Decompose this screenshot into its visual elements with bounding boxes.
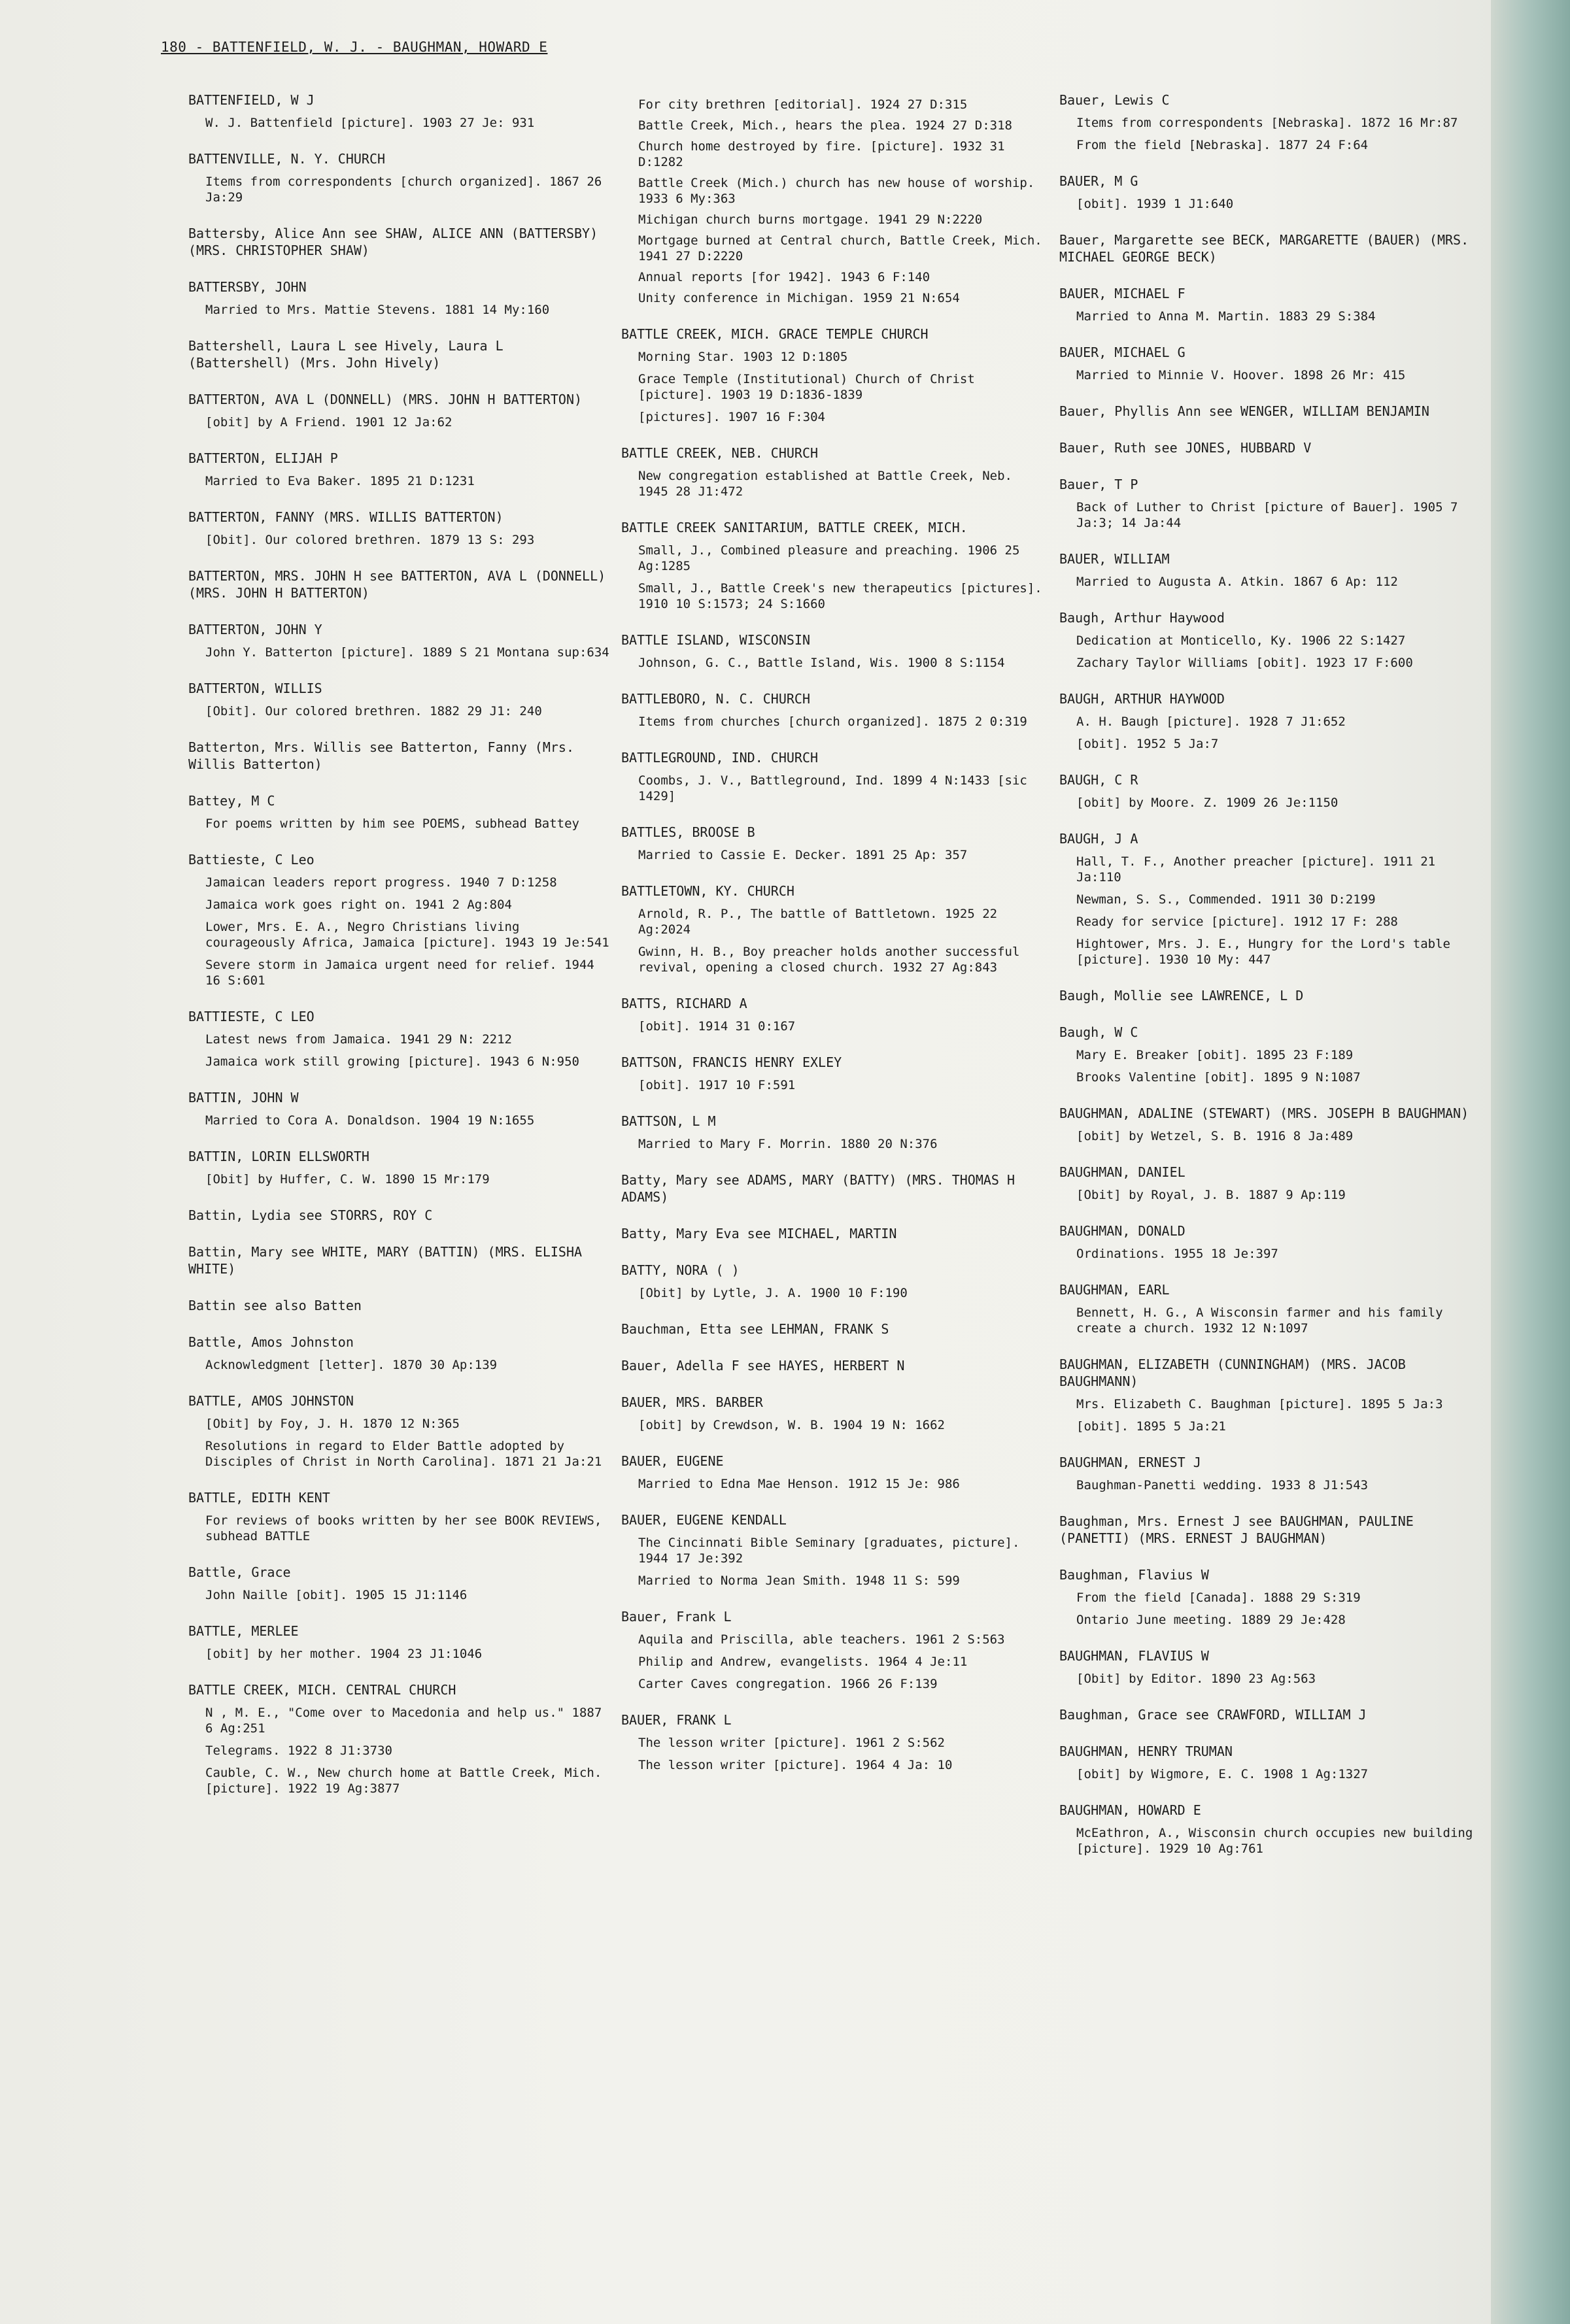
index-entry bbox=[188, 1392, 613, 1470]
entry-heading: BATTENFIELD, W J bbox=[188, 92, 315, 108]
column-2 bbox=[621, 92, 1046, 1793]
entry-heading: Bauchman, Etta see LEHMAN, FRANK S bbox=[621, 1321, 889, 1337]
index-entry bbox=[621, 1711, 1046, 1773]
entry-citation: Married to Mrs. Mattie Stevens. 1881 14 My:160 bbox=[205, 303, 550, 317]
entry-citation: Ordinations. 1955 18 Je:397 bbox=[1076, 1247, 1278, 1261]
entry-citation: Cauble, C. W., New church home at Battle Creek, Mich. [picture]. 1922 19 Ag:3877 bbox=[205, 1766, 602, 1796]
index-entry bbox=[1059, 439, 1484, 456]
index-entry bbox=[1059, 92, 1484, 153]
index-entry bbox=[1059, 830, 1484, 968]
entry-heading: Battey, M C bbox=[188, 793, 275, 809]
entry-heading: BAUGHMAN, EARL bbox=[1059, 1282, 1170, 1298]
index-entry bbox=[188, 1681, 613, 1796]
entry-citation: Ontario June meeting. 1889 29 Je:428 bbox=[1076, 1613, 1346, 1627]
index-entry bbox=[621, 1225, 1046, 1242]
index-entry bbox=[188, 739, 613, 773]
index-entry bbox=[1059, 609, 1484, 671]
index-entry bbox=[621, 1453, 1046, 1492]
entry-heading: Baugh, W C bbox=[1059, 1024, 1138, 1040]
entry-heading: BAUER, MRS. BARBER bbox=[621, 1394, 763, 1410]
entry-citation: [Obit]. Our colored brethren. 1882 29 J1: 240 bbox=[205, 704, 542, 718]
entry-heading: Baugh, Arthur Haywood bbox=[1059, 610, 1225, 626]
entry-citation: Acknowledgment [letter]. 1870 30 Ap:139 bbox=[205, 1358, 498, 1372]
entry-heading: BATTIESTE, C LEO bbox=[188, 1009, 315, 1024]
index-entry bbox=[188, 450, 613, 489]
entry-citation: [obit] by Wetzel, S. B. 1916 8 Ja:489 bbox=[1076, 1129, 1354, 1143]
entry-heading: Batty, Mary Eva see MICHAEL, MARTIN bbox=[621, 1226, 897, 1241]
entry-heading: BATTLEBORO, N. C. CHURCH bbox=[621, 691, 810, 707]
entry-citation: Bennett, H. G., A Wisconsin farmer and his family create a church. 1932 12 N:1097 bbox=[1076, 1305, 1443, 1336]
entry-citation: Hightower, Mrs. J. E., Hungry for the Lord's table [picture]. 1930 10 My: 447 bbox=[1076, 937, 1450, 967]
entry-citation: Battle Creek (Mich.) church has new house of worship. 1933 6 My:363 bbox=[638, 176, 1035, 206]
entry-citation: Aquila and Priscilla, able teachers. 1961 2 S:563 bbox=[638, 1632, 1005, 1647]
entry-citation: [Obit]. Our colored brethren. 1879 13 S: 293 bbox=[205, 533, 535, 547]
entry-heading: BATTLEGROUND, IND. CHURCH bbox=[621, 750, 819, 766]
entry-heading: Battle, Amos Johnston bbox=[188, 1334, 354, 1350]
entry-heading: Battin see also Batten bbox=[188, 1298, 362, 1313]
index-entry bbox=[621, 1357, 1046, 1374]
entry-citation: [obit] by Wigmore, E. C. 1908 1 Ag:1327 bbox=[1076, 1767, 1369, 1781]
entry-citation: From the field [Nebraska]. 1877 24 F:64 bbox=[1076, 138, 1369, 152]
entry-heading: BATTS, RICHARD A bbox=[621, 996, 747, 1011]
entry-citation: Philip and Andrew, evangelists. 1964 4 Je:11 bbox=[638, 1655, 968, 1669]
index-entry bbox=[1059, 1024, 1484, 1085]
entry-citation: Back of Luther to Christ [picture of Bauer]. 1905 7 Ja:3; 14 Ja:44 bbox=[1076, 500, 1458, 530]
entry-heading: BATTERTON, ELIJAH P bbox=[188, 450, 338, 466]
entry-heading: BATTLE, EDITH KENT bbox=[188, 1490, 330, 1506]
entry-citation: A. H. Baugh [picture]. 1928 7 J1:652 bbox=[1076, 715, 1346, 729]
index-entry bbox=[621, 1262, 1046, 1301]
index-entry bbox=[188, 1623, 613, 1662]
entry-citation: Married to Norma Jean Smith. 1948 11 S: 599 bbox=[638, 1574, 960, 1588]
entry-citation: For city brethren [editorial]. 1924 27 D:315 bbox=[638, 97, 968, 112]
index-entry bbox=[188, 1489, 613, 1544]
entry-citation: Small, J., Combined pleasure and preaching. 1906 25 Ag:1285 bbox=[638, 543, 1020, 573]
entry-citation: W. J. Battenfield [picture]. 1903 27 Je: 931 bbox=[205, 116, 535, 130]
entry-heading: Bauer, Lewis C bbox=[1059, 92, 1170, 108]
entry-heading: BAUGHMAN, DONALD bbox=[1059, 1223, 1186, 1239]
entry-citation: [obit] by A Friend. 1901 12 Ja:62 bbox=[205, 415, 452, 429]
entry-heading: Bauer, Margarette see BECK, MARGARETTE (BAUER) (MRS. MICHAEL GEORGE BECK) bbox=[1059, 232, 1469, 265]
index-entry bbox=[188, 225, 613, 259]
entry-heading: BAUER, MICHAEL F bbox=[1059, 286, 1186, 301]
entry-heading: Baughman, Flavius W bbox=[1059, 1567, 1209, 1583]
index-entry bbox=[621, 995, 1046, 1034]
entry-heading: Bauer, Phyllis Ann see WENGER, WILLIAM BENJAMIN bbox=[1059, 403, 1429, 419]
index-entry bbox=[621, 824, 1046, 863]
entry-citation: Latest news from Jamaica. 1941 29 N: 2212 bbox=[205, 1032, 512, 1047]
index-entry bbox=[621, 1394, 1046, 1433]
entry-citation: Married to Anna M. Martin. 1883 29 S:384 bbox=[1076, 309, 1376, 324]
entry-citation: Grace Temple (Institutional) Church of Christ [picture]. 1903 19 D:1836-1839 bbox=[638, 372, 975, 402]
entry-citation: John Naille [obit]. 1905 15 J1:1146 bbox=[205, 1588, 468, 1602]
entry-citation: Mortgage burned at Central church, Battle Creek, Mich. 1941 27 D:2220 bbox=[638, 233, 1042, 263]
index-entry bbox=[621, 1113, 1046, 1152]
entry-heading: BATTLES, BROOSE B bbox=[621, 824, 755, 840]
index-entry bbox=[1059, 403, 1484, 420]
entry-heading: BAUGHMAN, FLAVIUS W bbox=[1059, 1648, 1209, 1664]
entry-citation: [obit]. 1939 1 J1:640 bbox=[1076, 197, 1234, 211]
index-entry bbox=[188, 621, 613, 660]
entry-citation: [obit]. 1952 5 Ja:7 bbox=[1076, 737, 1219, 751]
entry-heading: BAUER, EUGENE KENDALL bbox=[621, 1512, 787, 1528]
entry-heading: Bauer, Ruth see JONES, HUBBARD V bbox=[1059, 440, 1312, 456]
entry-heading: Bauer, T P bbox=[1059, 477, 1138, 492]
index-entry bbox=[188, 1297, 613, 1314]
entry-heading: Battershell, Laura L see Hively, Laura L (Battershell) (Mrs. John Hively) bbox=[188, 338, 503, 371]
entry-citation: Married to Mary F. Morrin. 1880 20 N:376 bbox=[638, 1137, 938, 1151]
entry-heading: BAUER, MICHAEL G bbox=[1059, 345, 1186, 360]
index-entry bbox=[188, 1564, 613, 1603]
column-3 bbox=[1059, 92, 1484, 1876]
index-entry bbox=[188, 92, 613, 131]
entry-heading: Baugh, Mollie see LAWRENCE, L D bbox=[1059, 988, 1304, 1003]
index-entry bbox=[188, 792, 613, 832]
entry-citation: Small, J., Battle Creek's new therapeutics [pictures]. 1910 10 S:1573; 24 S:1660 bbox=[638, 581, 1042, 611]
entry-citation: Married to Minnie V. Hoover. 1898 26 Mr: 415 bbox=[1076, 368, 1406, 382]
index-entry bbox=[621, 326, 1046, 425]
entry-heading: BATTLE, MERLEE bbox=[188, 1623, 299, 1639]
entry-heading: BAUGHMAN, HOWARD E bbox=[1059, 1802, 1201, 1818]
entry-heading: Batty, Mary see ADAMS, MARY (BATTY) (MRS. THOMAS H ADAMS) bbox=[621, 1172, 1015, 1205]
entry-citation: Hall, T. F., Another preacher [picture]. 1911 21 Ja:110 bbox=[1076, 854, 1436, 884]
entry-heading: Batterton, Mrs. Willis see Batterton, Fanny (Mrs. Willis Batterton) bbox=[188, 739, 575, 772]
index-entry bbox=[621, 749, 1046, 804]
entry-heading: BAUGHMAN, ERNEST J bbox=[1059, 1455, 1201, 1470]
entry-citation: McEathron, A., Wisconsin church occupies new building [picture]. 1929 10 Ag:761 bbox=[1076, 1826, 1473, 1856]
entry-citation: [obit]. 1917 10 F:591 bbox=[638, 1078, 796, 1092]
entry-citation: [obit] by her mother. 1904 23 J1:1046 bbox=[205, 1647, 483, 1661]
entry-citation: [Obit] by Huffer, C. W. 1890 15 Mr:179 bbox=[205, 1172, 490, 1187]
entry-heading: Bauer, Adella F see HAYES, HERBERT N bbox=[621, 1358, 905, 1373]
entry-citation: Married to Cassie E. Decker. 1891 25 Ap: 357 bbox=[638, 848, 968, 862]
entry-citation: Michigan church burns mortgage. 1941 29 N:2220 bbox=[638, 212, 983, 227]
entry-citation: [Obit] by Foy, J. H. 1870 12 N:365 bbox=[205, 1417, 460, 1431]
entry-heading: BATTSON, L M bbox=[621, 1113, 716, 1129]
entry-heading: Baughman, Mrs. Ernest J see BAUGHMAN, PAULINE (PANETTI) (MRS. ERNEST J BAUGHMAN) bbox=[1059, 1513, 1414, 1546]
entry-citation: [Obit] by Royal, J. B. 1887 9 Ap:119 bbox=[1076, 1188, 1346, 1202]
entry-heading: BAUGHMAN, ADALINE (STEWART) (MRS. JOSEPH B BAUGHMAN) bbox=[1059, 1105, 1469, 1121]
index-entry bbox=[621, 1054, 1046, 1093]
entry-heading: BAUER, M G bbox=[1059, 173, 1138, 189]
entry-heading: BATTERTON, MRS. JOHN H see BATTERTON, AVA L (DONNELL) (MRS. JOHN H BATTERTON) bbox=[188, 568, 606, 601]
index-entry bbox=[621, 1171, 1046, 1205]
entry-heading: Baughman, Grace see CRAWFORD, WILLIAM J bbox=[1059, 1707, 1367, 1723]
index-entry bbox=[188, 1334, 613, 1373]
entry-citation: Annual reports [for 1942]. 1943 6 F:140 bbox=[638, 270, 930, 284]
column-1 bbox=[188, 92, 613, 1816]
entry-heading: BAUER, EUGENE bbox=[621, 1453, 724, 1469]
index-entry bbox=[1059, 1222, 1484, 1262]
entry-heading: BATTERTON, FANNY (MRS. WILLIS BATTERTON) bbox=[188, 509, 503, 525]
entry-heading: BATTERTON, JOHN Y bbox=[188, 622, 322, 637]
index-entry bbox=[188, 680, 613, 719]
entry-citation: Morning Star. 1903 12 D:1805 bbox=[638, 350, 848, 364]
entry-citation: Telegrams. 1922 8 J1:3730 bbox=[205, 1743, 392, 1758]
entry-heading: Battle, Grace bbox=[188, 1564, 291, 1580]
page-edge bbox=[1491, 0, 1570, 2324]
entry-citation: Married to Cora A. Donaldson. 1904 19 N:1655 bbox=[205, 1113, 535, 1128]
entry-citation: Jamaica work still growing [picture]. 1943 6 N:950 bbox=[205, 1054, 579, 1069]
entry-citation: Zachary Taylor Williams [obit]. 1923 17 F:600 bbox=[1076, 656, 1413, 670]
entry-heading: BATTLE CREEK, NEB. CHURCH bbox=[621, 445, 819, 461]
entry-citation: Baughman-Panetti wedding. 1933 8 J1:543 bbox=[1076, 1478, 1369, 1492]
entry-citation: Married to Eva Baker. 1895 21 D:1231 bbox=[205, 474, 475, 488]
index-entry bbox=[1059, 1454, 1484, 1493]
index-entry bbox=[188, 1089, 613, 1128]
index-entry bbox=[621, 1321, 1046, 1338]
entry-citation: Dedication at Monticello, Ky. 1906 22 S:1427 bbox=[1076, 633, 1406, 648]
entry-heading: BATTLE CREEK, MICH. GRACE TEMPLE CHURCH bbox=[621, 326, 929, 342]
entry-citation: Coombs, J. V., Battleground, Ind. 1899 4 N:1433 [sic 1429] bbox=[638, 773, 1027, 803]
entry-heading: Battieste, C Leo bbox=[188, 852, 315, 867]
index-entry bbox=[188, 337, 613, 371]
entry-citation: Unity conference in Michigan. 1959 21 N:654 bbox=[638, 291, 960, 305]
index-entry bbox=[188, 1207, 613, 1224]
entry-heading: BAUGH, C R bbox=[1059, 772, 1138, 788]
index-entry bbox=[1059, 1105, 1484, 1144]
entry-heading: BATTSON, FRANCIS HENRY EXLEY bbox=[621, 1054, 842, 1070]
index-entry bbox=[1059, 1743, 1484, 1782]
index-entry bbox=[621, 1511, 1046, 1589]
entry-citation: [pictures]. 1907 16 F:304 bbox=[638, 410, 825, 424]
index-entry bbox=[188, 278, 613, 318]
entry-citation: Items from correspondents [Nebraska]. 1872 16 Mr:87 bbox=[1076, 116, 1458, 130]
entry-citation: The Cincinnati Bible Seminary [graduates, picture]. 1944 17 Je:392 bbox=[638, 1536, 1020, 1566]
entry-heading: BATTERSBY, JOHN bbox=[188, 279, 307, 295]
index-entry bbox=[1059, 1647, 1484, 1687]
index-entry bbox=[188, 567, 613, 601]
entry-heading: BATTLE ISLAND, WISCONSIN bbox=[621, 632, 810, 648]
index-entry bbox=[1059, 173, 1484, 212]
entry-citation: [obit] by Crewdson, W. B. 1904 19 N: 1662 bbox=[638, 1418, 945, 1432]
entry-citation: Church home destroyed by fire. [picture]. 1932 31 D:1282 bbox=[638, 139, 1005, 169]
entry-citation: Arnold, R. P., The battle of Battletown. 1925 22 Ag:2024 bbox=[638, 907, 998, 937]
entry-citation: The lesson writer [picture]. 1964 4 Ja: 10 bbox=[638, 1758, 953, 1772]
entry-heading: Battin, Mary see WHITE, MARY (BATTIN) (MRS. ELISHA WHITE) bbox=[188, 1244, 583, 1277]
entry-citation: Resolutions in regard to Elder Battle adopted by Disciples of Christ in North Carolina]. 1871 21 Ja:21 bbox=[205, 1439, 602, 1469]
entry-heading: BATTERTON, AVA L (DONNELL) (MRS. JOHN H BATTERTON) bbox=[188, 392, 583, 407]
entry-heading: BAUGH, J A bbox=[1059, 831, 1138, 847]
entry-heading: BATTY, NORA ( ) bbox=[621, 1262, 740, 1278]
index-entry bbox=[188, 851, 613, 988]
entry-citation: Carter Caves congregation. 1966 26 F:139 bbox=[638, 1677, 938, 1691]
index-entry bbox=[621, 632, 1046, 671]
entry-citation: Married to Edna Mae Henson. 1912 15 Je: 986 bbox=[638, 1477, 960, 1491]
index-entry bbox=[1059, 231, 1484, 265]
entry-heading: BAUGH, ARTHUR HAYWOOD bbox=[1059, 691, 1225, 707]
entry-citation: Jamaica work goes right on. 1941 2 Ag:804 bbox=[205, 898, 512, 912]
entry-citation: [Obit] by Editor. 1890 23 Ag:563 bbox=[1076, 1672, 1316, 1686]
entry-citation: [obit]. 1914 31 0:167 bbox=[638, 1019, 796, 1034]
index-entry bbox=[188, 1008, 613, 1069]
index-entry bbox=[1059, 550, 1484, 590]
entry-citation: New congregation established at Battle Creek, Neb. 1945 28 J1:472 bbox=[638, 469, 1012, 499]
index-entry bbox=[1059, 1164, 1484, 1203]
entry-citation: Brooks Valentine [obit]. 1895 9 N:1087 bbox=[1076, 1070, 1361, 1085]
entry-citation: Jamaican leaders report progress. 1940 7 D:1258 bbox=[205, 875, 557, 890]
entry-heading: BATTIN, LORIN ELLSWORTH bbox=[188, 1149, 369, 1164]
entry-heading: Battin, Lydia see STORRS, ROY C bbox=[188, 1207, 433, 1223]
index-entry bbox=[1059, 771, 1484, 811]
entry-citation: Mrs. Elizabeth C. Baughman [picture]. 1895 5 Ja:3 bbox=[1076, 1397, 1443, 1411]
entry-heading: BATTIN, JOHN W bbox=[188, 1090, 299, 1105]
entry-heading: BATTLE, AMOS JOHNSTON bbox=[188, 1393, 354, 1409]
index-entry bbox=[1059, 285, 1484, 324]
index-entry bbox=[621, 519, 1046, 612]
index-entry bbox=[1059, 690, 1484, 752]
index-entry bbox=[1059, 1802, 1484, 1857]
index-entry bbox=[1059, 476, 1484, 531]
entry-citation: For poems written by him see POEMS, subhead Battey bbox=[205, 817, 579, 831]
entry-citation: Items from churches [church organized]. 1875 2 0:319 bbox=[638, 715, 1027, 729]
entry-heading: Battersby, Alice Ann see SHAW, ALICE ANN (BATTERSBY) (MRS. CHRISTOPHER SHAW) bbox=[188, 226, 598, 258]
index-entry bbox=[1059, 987, 1484, 1004]
entry-citation: [obit]. 1895 5 Ja:21 bbox=[1076, 1419, 1226, 1434]
entry-heading: BAUER, FRANK L bbox=[621, 1712, 732, 1728]
entry-citation: Mary E. Breaker [obit]. 1895 23 F:189 bbox=[1076, 1048, 1354, 1062]
entry-heading: BAUER, WILLIAM bbox=[1059, 551, 1170, 567]
index-entry bbox=[621, 690, 1046, 730]
entry-citation: Ready for service [picture]. 1912 17 F: 288 bbox=[1076, 915, 1398, 929]
entry-citation: John Y. Batterton [picture]. 1889 S 21 Montana sup:634 bbox=[205, 645, 609, 660]
entry-citation: Newman, S. S., Commended. 1911 30 D:2199 bbox=[1076, 892, 1376, 907]
index-entry bbox=[621, 1608, 1046, 1692]
entry-heading: BATTLE CREEK, MICH. CENTRAL CHURCH bbox=[188, 1682, 456, 1698]
entry-citation: For reviews of books written by her see BOOK REVIEWS, subhead BATTLE bbox=[205, 1513, 602, 1543]
index-entry bbox=[1059, 344, 1484, 383]
entry-heading: BATTERTON, WILLIS bbox=[188, 681, 322, 696]
entry-citation: The lesson writer [picture]. 1961 2 S:562 bbox=[638, 1736, 945, 1750]
index-entry bbox=[1059, 1356, 1484, 1434]
index-entry bbox=[1059, 1566, 1484, 1628]
entry-citation: Lower, Mrs. E. A., Negro Christians living courageously Africa, Jamaica [picture]. 1943 19 Je:541 bbox=[205, 920, 609, 950]
index-entry bbox=[188, 1243, 613, 1277]
index-entry bbox=[188, 150, 613, 205]
entry-citation: Battle Creek, Mich., hears the plea. 1924 27 D:318 bbox=[638, 118, 1012, 133]
index-entry bbox=[188, 391, 613, 430]
entry-citation: Married to Augusta A. Atkin. 1867 6 Ap: 112 bbox=[1076, 575, 1398, 589]
page-header: 180 - BATTENFIELD, W. J. - BAUGHMAN, HOWARD E bbox=[161, 39, 548, 55]
index-entry bbox=[1059, 1513, 1484, 1547]
entry-citation: Gwinn, H. B., Boy preacher holds another successful revival, opening a closed church. 1932 27 Ag:843 bbox=[638, 945, 1020, 975]
entry-heading: Bauer, Frank L bbox=[621, 1609, 732, 1625]
index-entry bbox=[621, 883, 1046, 975]
index-entry bbox=[1059, 1706, 1484, 1723]
entry-heading: BAUGHMAN, HENRY TRUMAN bbox=[1059, 1743, 1233, 1759]
index-entry bbox=[621, 445, 1046, 499]
entry-heading: BATTLE CREEK SANITARIUM, BATTLE CREEK, MICH. bbox=[621, 520, 968, 535]
index-entry bbox=[188, 509, 613, 548]
index-entry bbox=[1059, 1281, 1484, 1336]
entry-heading: BAUGHMAN, ELIZABETH (CUNNINGHAM) (MRS. JACOB BAUGHMANN) bbox=[1059, 1356, 1406, 1389]
entry-citation: Items from correspondents [church organized]. 1867 26 Ja:29 bbox=[205, 175, 602, 205]
entry-citation: N , M. E., "Come over to Macedonia and help us." 1887 6 Ag:251 bbox=[205, 1706, 602, 1736]
index-entry bbox=[188, 1148, 613, 1187]
entry-citation: Johnson, G. C., Battle Island, Wis. 1900 8 S:1154 bbox=[638, 656, 1005, 670]
entry-heading: BATTENVILLE, N. Y. CHURCH bbox=[188, 151, 386, 167]
index-entry bbox=[621, 97, 1046, 306]
entry-citation: [Obit] by Lytle, J. A. 1900 10 F:190 bbox=[638, 1286, 908, 1300]
entry-heading: BAUGHMAN, DANIEL bbox=[1059, 1164, 1186, 1180]
entry-citation: From the field [Canada]. 1888 29 S:319 bbox=[1076, 1591, 1361, 1605]
entry-citation: [obit] by Moore. Z. 1909 26 Je:1150 bbox=[1076, 796, 1339, 810]
entry-citation: Severe storm in Jamaica urgent need for relief. 1944 16 S:601 bbox=[205, 958, 594, 988]
entry-heading: BATTLETOWN, KY. CHURCH bbox=[621, 883, 794, 899]
